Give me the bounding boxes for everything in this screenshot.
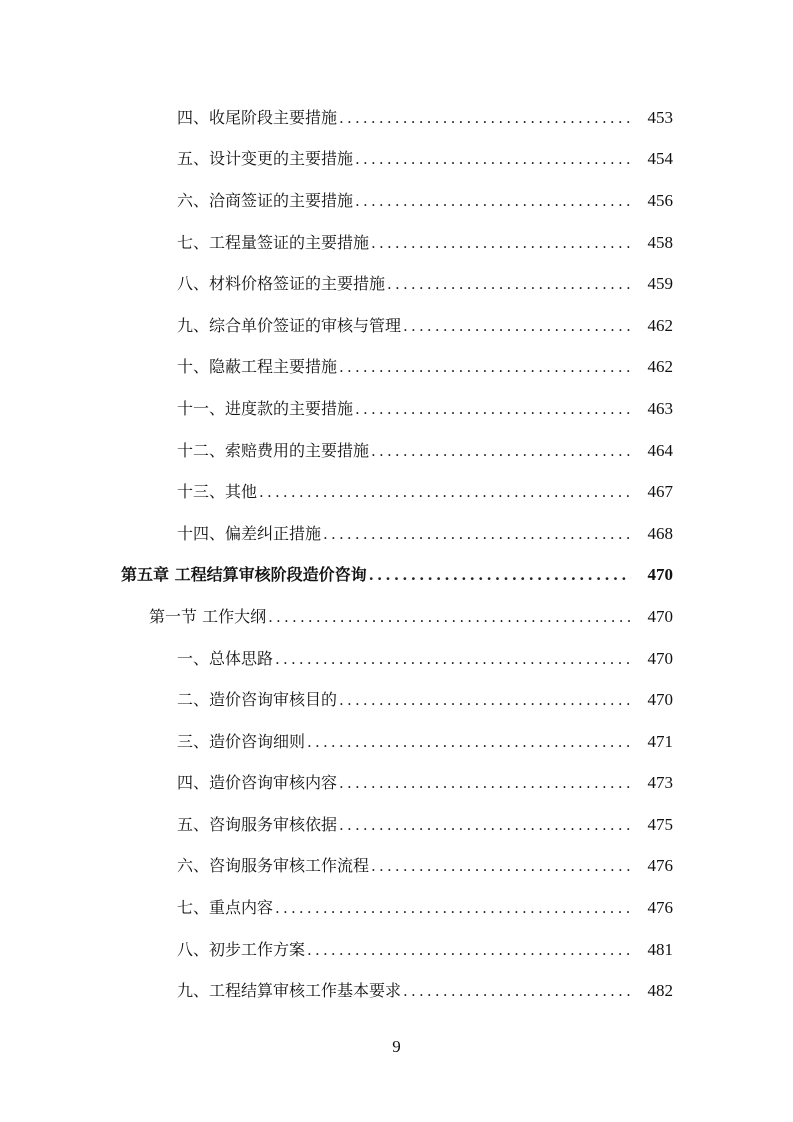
toc-item-entry[interactable]: [0, 471, 793, 513]
toc-entry-page: 458: [647, 232, 673, 252]
toc-entry-title: 一、总体思路: [177, 648, 274, 668]
toc-entry-title: 六、咨询服务审核工作流程: [177, 856, 370, 876]
toc-entry-title: 九、综合单价签证的审核与管理: [177, 315, 402, 335]
toc-entry-page: 468: [647, 523, 673, 543]
toc-entry-page: 481: [647, 939, 673, 959]
toc-entry-title: 十四、偏差纠正措施: [177, 523, 322, 543]
toc-chapter-entry[interactable]: [0, 555, 793, 597]
toc-item-entry[interactable]: [0, 679, 793, 721]
toc-entry-title: 十二、索赔费用的主要措施: [177, 440, 370, 460]
toc-entry-page: 471: [647, 731, 673, 751]
toc-entry-title: 六、洽商签证的主要措施: [177, 190, 354, 210]
toc-entry-page: 482: [647, 981, 673, 1001]
toc-item-entry[interactable]: [0, 929, 793, 971]
toc-dot-leader: [355, 399, 631, 419]
toc-dot-leader: [339, 690, 631, 710]
toc-entry-title: 十一、进度款的主要措施: [177, 398, 354, 418]
toc-entry-page: 464: [647, 440, 673, 460]
toc-entry-page: 476: [647, 898, 673, 918]
toc-dot-leader: [355, 149, 631, 169]
toc-dot-leader: [275, 898, 631, 918]
toc-dot-leader: [387, 274, 631, 294]
toc-item-entry[interactable]: [0, 388, 793, 430]
toc-entry-title: 九、工程结算审核工作基本要求: [177, 981, 402, 1001]
toc-item-entry[interactable]: [0, 804, 793, 846]
toc-entry-title: 七、工程量签证的主要措施: [177, 232, 370, 252]
toc-item-entry[interactable]: [0, 347, 793, 389]
toc-item-entry[interactable]: [0, 763, 793, 805]
toc-entry-page: 475: [647, 814, 673, 834]
toc-entry-page: 473: [647, 773, 673, 793]
toc-dot-leader: [259, 482, 631, 502]
toc-entry-title: 七、重点内容: [177, 898, 274, 918]
toc-item-entry[interactable]: [0, 638, 793, 680]
toc-entry-title: 第一节 工作大纲: [149, 606, 267, 626]
toc-item-entry[interactable]: [0, 430, 793, 472]
page-number: 9: [392, 1037, 401, 1056]
toc-entry-page: 470: [647, 648, 673, 668]
toc-dot-leader: [275, 649, 631, 669]
toc-dot-leader: [339, 815, 631, 835]
toc-entry-title: 四、造价咨询审核内容: [177, 773, 338, 793]
toc-entry-page: 456: [647, 190, 673, 210]
toc-entry-page: 453: [647, 107, 673, 127]
toc-entry-title: 五、咨询服务审核依据: [177, 814, 338, 834]
toc-dot-leader: [339, 357, 631, 377]
toc-entry-title: 十、隐蔽工程主要措施: [177, 357, 338, 377]
toc-entry-page: 470: [647, 565, 673, 585]
toc-dot-leader: [307, 940, 631, 960]
toc-item-entry[interactable]: [0, 305, 793, 347]
toc-item-entry[interactable]: [0, 513, 793, 555]
toc-item-entry[interactable]: [0, 222, 793, 264]
toc-dot-leader: [268, 607, 631, 627]
toc-dot-leader: [403, 981, 631, 1001]
toc-dot-leader: [323, 524, 631, 544]
toc-dot-leader: [355, 191, 631, 211]
toc-entry-title: 四、收尾阶段主要措施: [177, 107, 338, 127]
toc-item-entry[interactable]: [0, 180, 793, 222]
toc-entry-page: 454: [647, 149, 673, 169]
toc-dot-leader: [371, 233, 631, 253]
toc-entry-title: 二、造价咨询审核目的: [177, 690, 338, 710]
toc-dot-leader: [369, 565, 631, 585]
table-of-contents: [0, 97, 793, 1012]
toc-dot-leader: [403, 316, 631, 336]
toc-item-entry[interactable]: [0, 97, 793, 139]
toc-entry-title: 第五章 工程结算审核阶段造价咨询: [121, 565, 367, 585]
toc-item-entry[interactable]: [0, 139, 793, 181]
toc-entry-title: 八、初步工作方案: [177, 939, 306, 959]
toc-entry-page: 467: [647, 482, 673, 502]
toc-entry-title: 五、设计变更的主要措施: [177, 149, 354, 169]
toc-section-entry[interactable]: [0, 596, 793, 638]
toc-item-entry[interactable]: [0, 263, 793, 305]
toc-entry-page: 470: [647, 606, 673, 626]
toc-entry-title: 三、造价咨询细则: [177, 731, 306, 751]
toc-item-entry[interactable]: [0, 970, 793, 1012]
toc-dot-leader: [307, 732, 631, 752]
toc-dot-leader: [339, 773, 631, 793]
toc-entry-title: 八、材料价格签证的主要措施: [177, 274, 386, 294]
toc-entry-page: 462: [647, 315, 673, 335]
toc-dot-leader: [339, 108, 631, 128]
toc-entry-page: 462: [647, 357, 673, 377]
toc-entry-page: 476: [647, 856, 673, 876]
toc-dot-leader: [371, 856, 631, 876]
toc-item-entry[interactable]: [0, 887, 793, 929]
toc-dot-leader: [371, 441, 631, 461]
toc-entry-page: 459: [647, 274, 673, 294]
toc-entry-page: 470: [647, 690, 673, 710]
toc-item-entry[interactable]: [0, 846, 793, 888]
toc-item-entry[interactable]: [0, 721, 793, 763]
toc-entry-page: 463: [647, 398, 673, 418]
toc-entry-title: 十三、其他: [177, 482, 258, 502]
